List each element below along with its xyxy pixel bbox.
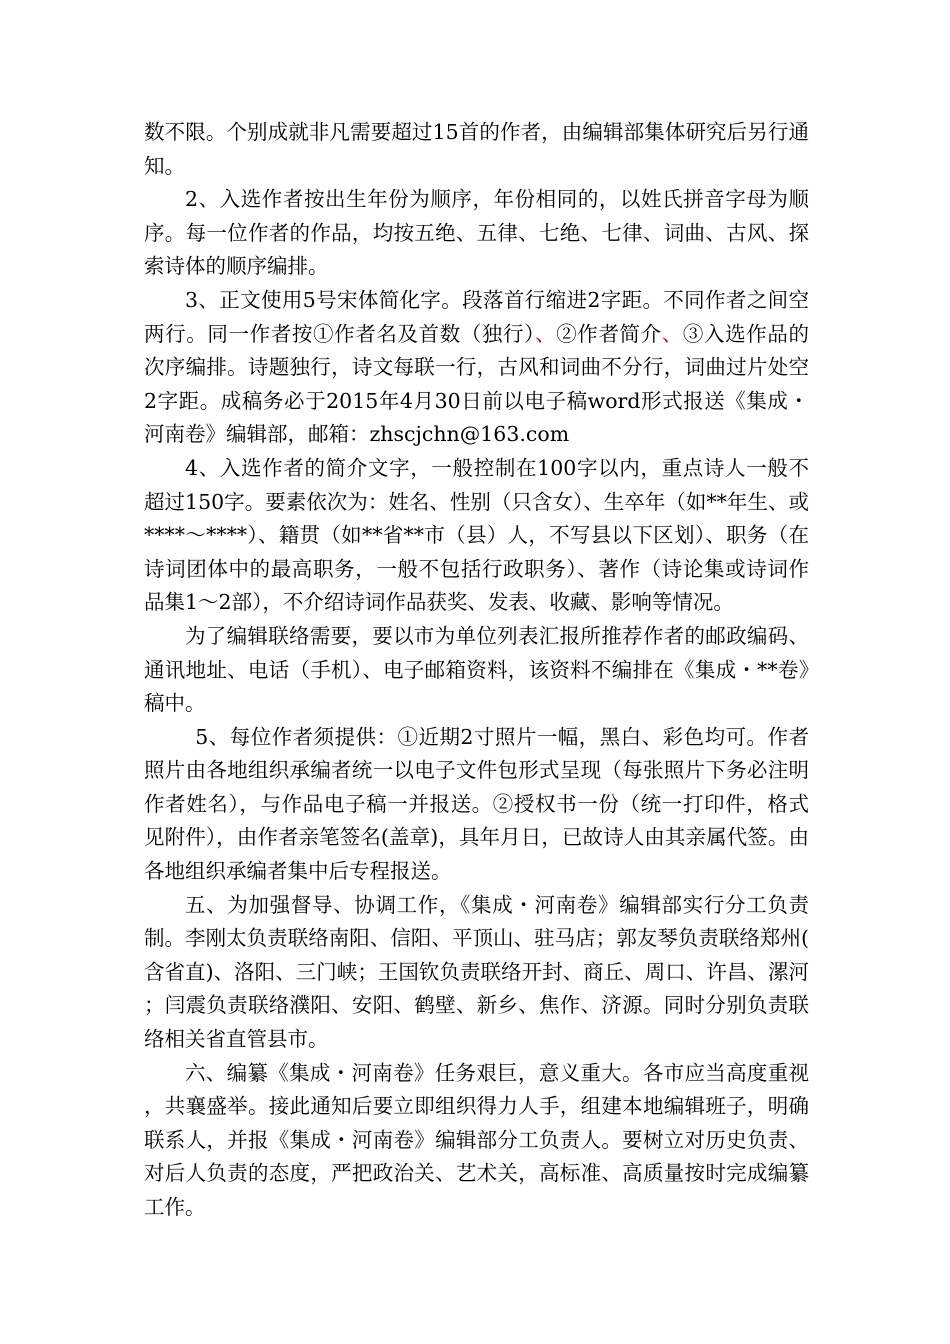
paragraph-continuation: 数不限。个别成就非凡需要超过15首的作者，由编辑部集体研究后另行通知。 <box>144 120 809 178</box>
paragraph-item-4-bio: 4、入选作者的简介文字，一般控制在100字以内，重点诗人一般不超过150字。要素依次为：姓名、性别（只含女）、生卒年（如**年生、或****～****）、籍贯（如**省**市（县）人，不写县以下区划）、职务（在诗词团体中的最高职务，一般不包括行政职务）、著作（诗论集或诗词作品集1～2部），不介绍诗词作品获奖、发表、收藏、影响等情况。 <box>144 455 809 615</box>
red-separator-mark: 、 <box>661 321 683 346</box>
paragraph-item-2-ordering: 2、入选作者按出生年份为顺序，年份相同的，以姓氏拼音字母为顺序。每一位作者的作品，均按五绝、五律、七绝、七律、词曲、古风、探索诗体的顺序编排。 <box>144 187 809 279</box>
paragraph-contact-info: 为了编辑联络需要，要以市为单位列表汇报所推荐作者的邮政编码、通讯地址、电话（手机）、电子邮箱资料，该资料不编排在《集成・**卷》稿中。 <box>144 623 809 716</box>
paragraph-item-3-part-1: 3、正文使用5号宋体简化字。段落首行缩进2字距。不同作者之间空两行。同一作者按①作者名及首数（独行） <box>144 287 809 346</box>
document-body <box>144 116 809 1225</box>
paragraph-section-6-compilation: 六、编纂《集成・河南卷》任务艰巨，意义重大。各市应当高度重视，共襄盛举。接此通知后要立即组织得力人手，组建本地编辑班子，明确联系人，并报《集成・河南卷》编辑部分工负责人。要树立对历史负责、对后人负责的态度，严把政治关、艺术关，高标准、高质量按时完成编纂工作。 <box>144 1060 809 1219</box>
paragraph-item-3-formatting <box>144 284 809 452</box>
red-separator-mark: 、 <box>535 321 557 346</box>
paragraph-item-3-part-2: ②作者简介 <box>556 321 662 346</box>
paragraph-section-5-responsibility: 五、为加强督导、协调工作，《集成・河南卷》编辑部实行分工负责制。李刚太负责联络南阳、信阳、平顶山、驻马店；郭友琴负责联络郑州(含省直)、洛阳、三门峡；王国钦负责联络开封、商丘、周口、许昌、漯河；闫震负责联络濮阳、安阳、鹤壁、新乡、焦作、济源。同时分别负责联络相关省直管县市。 <box>144 892 809 1052</box>
paragraph-item-5-photos: 5、每位作者须提供：①近期2寸照片一幅，黑白、彩色均可。作者照片由各地组织承编者统一以电子文件包形式呈现（每张照片下务必注明作者姓名），与作品电子稿一并报送。②授权书一份（统一打印件，格式见附件），由作者亲笔签名(盖章)，具年月日，已故诗人由其亲属代签。由各地组织承编者集中后专程报送。 <box>144 724 809 884</box>
paragraph-item-3-part-3: ③入选作品的次序编排。诗题独行，诗文每联一行，古风和词曲不分行，词曲过片处空2字距。成稿务必于2015年4月30日前以电子稿word形式报送《集成・河南卷》编辑部，邮箱：zhscjchn@163.com <box>144 321 810 447</box>
